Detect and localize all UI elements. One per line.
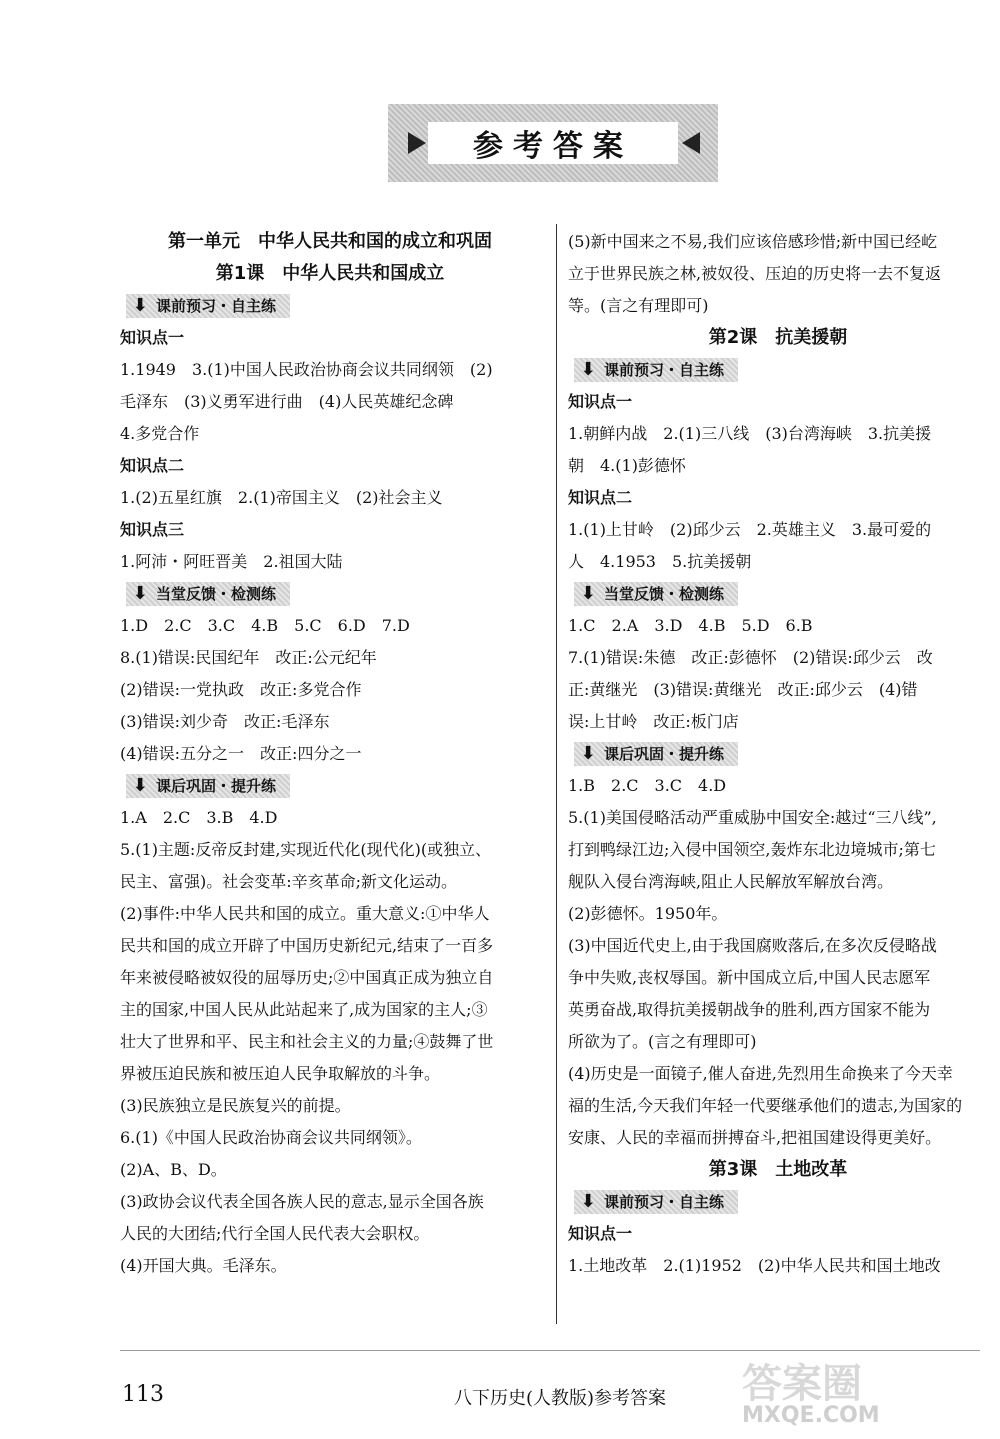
answer-line: (4)错误:五分之一 改正:四分之一 xyxy=(120,744,362,763)
banner-title-box xyxy=(428,122,678,164)
lesson-heading: 第3课 土地改革 xyxy=(708,1159,848,1180)
section-label: 课前预习・自主练 xyxy=(604,361,725,379)
answer-line: (2)A、B、D。 xyxy=(120,1160,227,1179)
answer-line: (2)错误:一党执政 改正:多党合作 xyxy=(120,680,362,699)
answer-line: (2)事件:中华人民共和国的成立。重大意义:①中华人 xyxy=(120,904,490,923)
answer-line: 安康、人民的幸福而拼搏奋斗,把祖国建设得更美好。 xyxy=(568,1128,942,1147)
lesson-heading: 第1课 中华人民共和国成立 xyxy=(215,263,445,284)
answer-line: 壮大了世界和平、民主和社会主义的力量;④鼓舞了世 xyxy=(120,1032,494,1051)
answer-line: 立于世界民族之林,被奴役、压迫的历史将一去不复返 xyxy=(568,264,942,283)
answer-line: 年来被侵略被奴役的屈辱历史;②中国真正成为独立自 xyxy=(120,968,494,987)
answer-line: (2)彭德怀。1950年。 xyxy=(568,904,728,923)
answer-line: 5.(1)主题:反帝反封建,实现近代化(现代化)(或独立、 xyxy=(120,840,492,859)
answer-line: (4)开国大典。毛泽东。 xyxy=(120,1256,287,1275)
answer-line: 1.朝鲜内战 2.(1)三八线 (3)台湾海峡 3.抗美援 xyxy=(568,424,932,443)
answer-line: 6.(1)《中国人民政治协商会议共同纲领》。 xyxy=(120,1128,422,1147)
section-header xyxy=(574,1190,738,1214)
triangle-left-icon xyxy=(682,132,700,154)
down-arrow-icon: ⬇ xyxy=(580,359,596,380)
section-label: 课后巩固・提升练 xyxy=(604,745,725,763)
section-label: 当堂反馈・检测练 xyxy=(604,585,725,603)
answer-line: (5)新中国来之不易,我们应该倍感珍惜;新中国已经屹 xyxy=(568,232,938,251)
answer-line: 英勇奋战,取得抗美援朝战争的胜利,西方国家不能为 xyxy=(568,1000,931,1019)
right-column xyxy=(568,226,988,1282)
answer-line: (3)政协会议代表全国各族人民的意志,显示全国各族 xyxy=(120,1192,484,1211)
answer-line: 1.(2)五星红旗 2.(1)帝国主义 (2)社会主义 xyxy=(120,488,443,507)
answer-line: 等。(言之有理即可) xyxy=(568,296,709,315)
answer-line: 人民的大团结;代行全国人民代表大会职权。 xyxy=(120,1224,430,1243)
answer-line: 误:上甘岭 改正:板门店 xyxy=(568,712,739,731)
down-arrow-icon: ⬇ xyxy=(580,583,596,604)
answer-line: 正:黄继光 (3)错误:黄继光 改正:邱少云 (4)错 xyxy=(568,680,918,699)
section-header xyxy=(126,294,290,318)
answer-line: 所欲为了。(言之有理即可) xyxy=(568,1032,757,1051)
answer-line: 8.(1)错误:民国纪年 改正:公元纪年 xyxy=(120,648,377,667)
section-label: 课前预习・自主练 xyxy=(156,297,277,315)
answer-line: 1.土地改革 2.(1)1952 (2)中华人民共和国土地改 xyxy=(568,1256,941,1275)
answer-line: 主的国家,中国人民从此站起来了,成为国家的主人;③ xyxy=(120,1000,488,1019)
knowledge-point-label: 知识点二 xyxy=(120,456,185,475)
section-header xyxy=(574,582,738,606)
down-arrow-icon: ⬇ xyxy=(580,743,596,764)
answer-line: (3)民族独立是民族复兴的前提。 xyxy=(120,1096,351,1115)
knowledge-point-label: 知识点三 xyxy=(120,520,185,539)
knowledge-point-label: 知识点一 xyxy=(120,328,185,347)
answer-line: 民共和国的成立开辟了中国历史新纪元,结束了一百多 xyxy=(120,936,494,955)
answer-line: 打到鸭绿江边;入侵中国领空,轰炸东北边境城市;第七 xyxy=(568,840,936,859)
answer-line: 争中失败,丧权辱国。新中国成立后,中国人民志愿军 xyxy=(568,968,931,987)
answer-line: (3)中国近代史上,由于我国腐败落后,在多次反侵略战 xyxy=(568,936,937,955)
down-arrow-icon: ⬇ xyxy=(580,1191,596,1212)
section-label: 当堂反馈・检测练 xyxy=(156,585,277,603)
down-arrow-icon: ⬇ xyxy=(132,583,148,604)
triangle-right-icon xyxy=(408,132,426,154)
answer-line: 1.C 2.A 3.D 4.B 5.D 6.B xyxy=(568,616,813,635)
footer-title: 八下历史(人教版)参考答案 xyxy=(454,1388,667,1409)
answer-line: 1.D 2.C 3.C 4.B 5.C 6.D 7.D xyxy=(120,616,410,635)
answer-line: 1.B 2.C 3.C 4.D xyxy=(568,776,727,795)
answer-line: 1.1949 3.(1)中国人民政治协商会议共同纲领 (2) xyxy=(120,360,493,379)
section-label: 课后巩固・提升练 xyxy=(156,777,277,795)
down-arrow-icon: ⬇ xyxy=(132,295,148,316)
section-header xyxy=(574,742,738,766)
unit-heading: 第一单元 中华人民共和国的成立和巩固 xyxy=(168,231,492,252)
knowledge-point-label: 知识点一 xyxy=(568,1224,633,1243)
answer-line: 5.(1)美国侵略活动严重威胁中国安全:越过“三八线”, xyxy=(568,808,937,827)
answer-line: (4)历史是一面镜子,催人奋进,先烈用生命换来了今天幸 xyxy=(568,1064,953,1083)
answer-line: (3)错误:刘少奇 改正:毛泽东 xyxy=(120,712,330,731)
watermark xyxy=(742,1352,992,1434)
answer-line: 界被压迫民族和被压迫人民争取解放的斗争。 xyxy=(120,1064,441,1083)
answer-line: 舰队入侵台湾海峡,阻止人民解放军解放台湾。 xyxy=(568,872,894,891)
watermark-url: MXQE.COM xyxy=(742,1403,880,1428)
answer-line: 1.A 2.C 3.B 4.D xyxy=(120,808,278,827)
watermark-logo: 答案圈 xyxy=(742,1361,862,1407)
section-header xyxy=(126,582,290,606)
left-column xyxy=(120,226,540,1282)
answer-line: 1.(1)上甘岭 (2)邱少云 2.英雄主义 3.最可爱的 xyxy=(568,520,932,539)
answer-line: 7.(1)错误:朱德 改正:彭德怀 (2)错误:邱少云 改 xyxy=(568,648,933,667)
answer-line: 毛泽东 (3)义勇军进行曲 (4)人民英雄纪念碑 xyxy=(120,392,454,411)
page-number: 113 xyxy=(122,1382,164,1407)
column-divider xyxy=(556,224,557,1324)
answer-line: 福的生活,今天我们年轻一代要继承他们的遗志,为国家的 xyxy=(568,1096,963,1115)
answer-line: 民主、富强)。社会变革:辛亥革命;新文化运动。 xyxy=(120,872,458,891)
section-header xyxy=(574,358,738,382)
down-arrow-icon: ⬇ xyxy=(132,775,148,796)
answer-line: 朝 4.(1)彭德怀 xyxy=(568,456,686,475)
page-title: 参考答案 xyxy=(473,129,633,164)
answer-line: 人 4.1953 5.抗美援朝 xyxy=(568,552,752,571)
header-banner xyxy=(388,104,718,182)
section-header xyxy=(126,774,290,798)
answer-line: 4.多党合作 xyxy=(120,424,200,443)
knowledge-point-label: 知识点二 xyxy=(568,488,633,507)
answer-line: 1.阿沛・阿旺晋美 2.祖国大陆 xyxy=(120,552,343,571)
footer-divider xyxy=(120,1350,980,1351)
section-label: 课前预习・自主练 xyxy=(604,1193,725,1211)
lesson-heading: 第2课 抗美援朝 xyxy=(708,327,848,348)
knowledge-point-label: 知识点一 xyxy=(568,392,633,411)
